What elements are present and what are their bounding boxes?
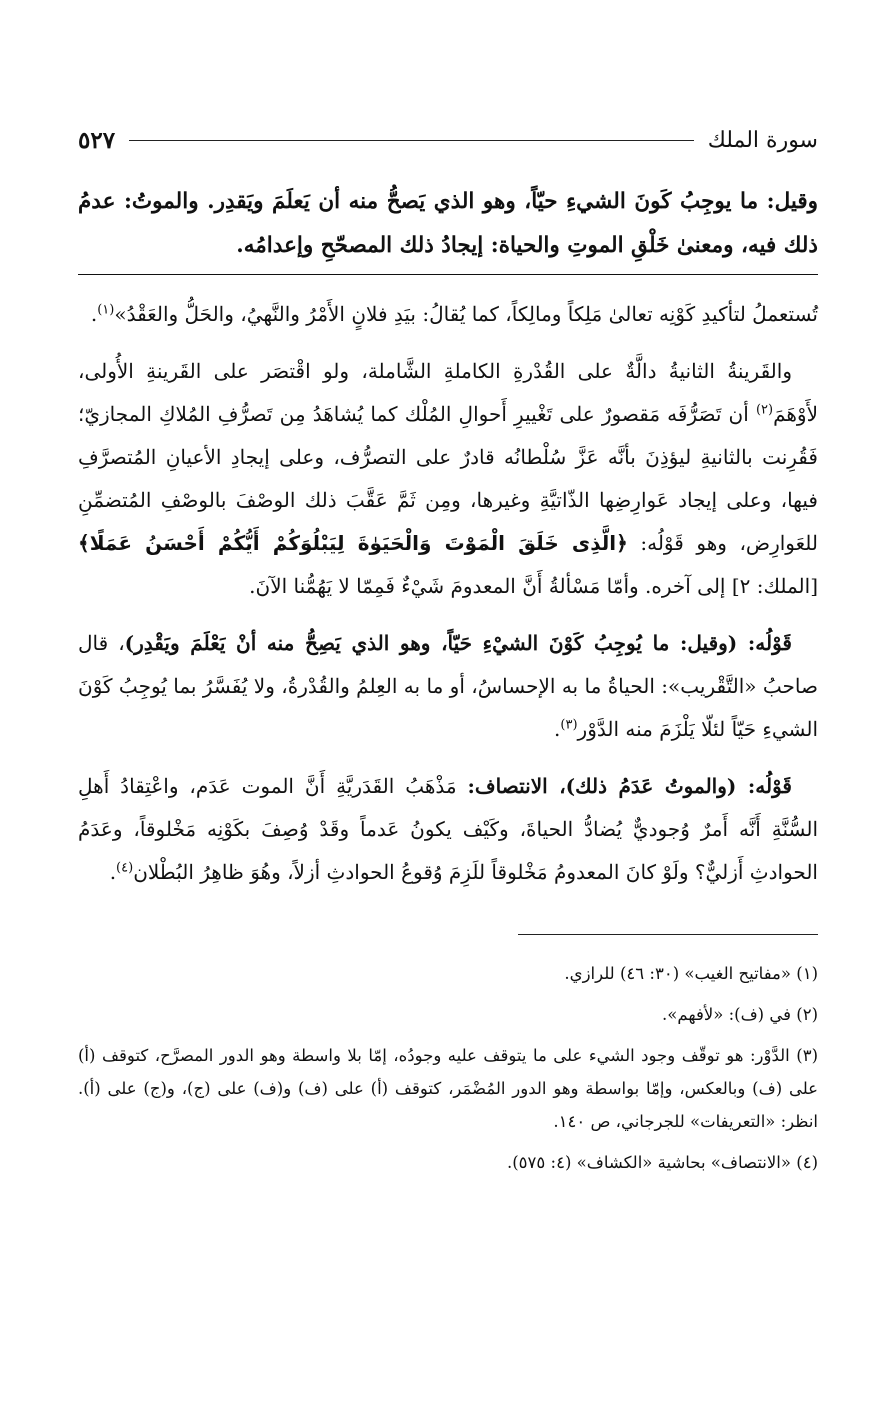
main-text (78, 180, 818, 268)
footnote-ref[interactable]: (٣) (560, 717, 578, 733)
footnotes-divider (518, 934, 818, 935)
quoted-lemma: قَوْلُه: (وقيل: ما يُوجِبُ كَوْنَ الشيْءِ حَيّاً، وهو الذي يَصِحُّ منه أنْ يَعْلَمَ ويَقْدِر) (124, 631, 792, 655)
commentary (78, 293, 818, 894)
paragraph-end: . (109, 860, 117, 884)
footnote-1: (١) «مفاتيح الغيب» (٣٠: ٤٦) للرازي. (564, 964, 818, 983)
footnote-2: (٢) في (ف): «لأفهم». (662, 1005, 818, 1024)
header-rule (129, 140, 694, 141)
page-number: ٥٢٧ (78, 126, 116, 154)
commentary-paragraph-1 (78, 293, 818, 336)
quoted-lemma: قَوْلُه: (والموتُ عَدَمُ ذلك)، الانتصاف: (467, 774, 792, 798)
footnote-ref[interactable]: (٢) (755, 402, 774, 418)
main-text-divider (78, 274, 818, 275)
commentary-paragraph-4 (78, 765, 818, 894)
paragraph-text: مَذْهَبُ القَدَريَّةِ أَنَّ الموت عَدَم، واعْتِقادُ أَهلِ السُّنَّةِ أَنَّه أَمرٌ وُجوديٌّ يُضادُّ الحياةَ، وكَيْف يكونُ عَدماً وقَدْ وُصِفَ بكَوْنِه مَخْلوقاً، وعَدَمُ الحوادثِ أَزليٌّ؟ ولَوْ كانَ المعدومُ مَخْلوقاً للَزِمَ وُقوعُ الحوادثِ أزلاً، وهُوَ ظاهِرُ البُطْلان (78, 774, 818, 884)
paragraph-end: . (90, 302, 98, 326)
book-page (78, 118, 818, 1187)
footnote-3: (٣) الدَّوْر: هو توقّف وجود الشيء على ما يتوقف عليه وجودُه، إمّا بلا واسطة وهو الدور المصرَّح، كتوقف (أ) على (ف) وبالعكس، وإمّا بواسطة وهو الدور المُضْمَر، كتوقف (أ) على (ف) و(ف) على (ج)، و(ج) على (أ). انظر: «التعريفات» للجرجاني، ص ١٤٠. (78, 1046, 818, 1131)
paragraph-text: تُستعملُ لتأكيدِ كَوْنِه تعالىٰ مَلِكاً ومالِكاً، كما يُقالُ: بيَدِ فلانٍ الأَمْرُ والنَّهيُ، والحَلُّ والعَقْدُ» (114, 302, 818, 326)
running-header (78, 118, 818, 162)
quran-verse: ﴿الَّذِى خَلَقَ الْمَوْتَ وَالْحَيَوٰةَ لِيَبْلُوَكُمْ أَيُّكُمْ أَحْسَنُ عَمَلًا﴾ (78, 531, 628, 555)
paragraph-text: ، قال صاحبُ «التَّقْريب»: الحياةُ ما به الإحساسُ، أو ما به العِلمُ والقُدْرةُ، ولا يُفَسَّرُ بما يُوجِبُ كَوْنَ الشيءِ حَيّاً لئلّا يَلْزَمَ منه الدَّوْر (78, 631, 818, 741)
paragraph-text: أن تَصَرُّفَه مَقصورٌ على تَغْييرِ أَحوالِ المُلْك كما يُشاهَدُ مِن تَصرُّفِ المُلاكِ المجازيّ؛ فَقُرِنت بالثانيةِ ليؤذِنَ بأنَّه عَزَّ سُلْطانُه قادرٌ على التصرُّف، وعلى إيجادِ الأعيانِ المُتصرَّفِ فيها، وعلى إيجاد عَوارِضِها الذّاتيَّةِ وغيرها، ومِن ثَمَّ عَقَّبَ ذلك الوصْفَ بالوصْفِ المُتضمِّنِ للعَوارِض، وهو قَوْلُه: (78, 402, 818, 555)
paragraph-end: . (554, 717, 561, 741)
commentary-paragraph-2 (78, 350, 818, 608)
footnote-4: (٤) «الانتصاف» بحاشية «الكشاف» (٤: ٥٧٥). (506, 1153, 818, 1172)
main-text-content: وقيل: ما يوجِبُ كَونَ الشيءِ حيّاً، وهو الذي يَصحُّ منه أن يَعلَمَ ويَقدِر. والموتُ: عدمُ ذلك فيه، ومعنىٰ خَلْقِ الموتِ والحياة: إيجادُ ذلك المصحّحِ وإعدامُه. (78, 189, 818, 258)
footnotes (78, 957, 818, 1179)
footnote-ref[interactable]: (٤) (116, 860, 134, 876)
commentary-paragraph-3 (78, 622, 818, 751)
paragraph-text: والقَرينةُ الثانيةُ دالَّةٌ على القُدْرةِ الكاملةِ الشَّاملة، ولو اقْتصَر على القَرينةِ الأُولى، لأَوْهَمَ (78, 359, 818, 426)
surah-title: سورة الملك (707, 127, 818, 153)
footnote-ref[interactable]: (١) (97, 302, 115, 318)
paragraph-text: [الملك: ٢] إلى آخره. وأمّا مَسْألةُ أَنَّ المعدومَ شَيْءٌ فَمِمّا لا يَهُمُّنا الآنَ. (249, 574, 818, 598)
